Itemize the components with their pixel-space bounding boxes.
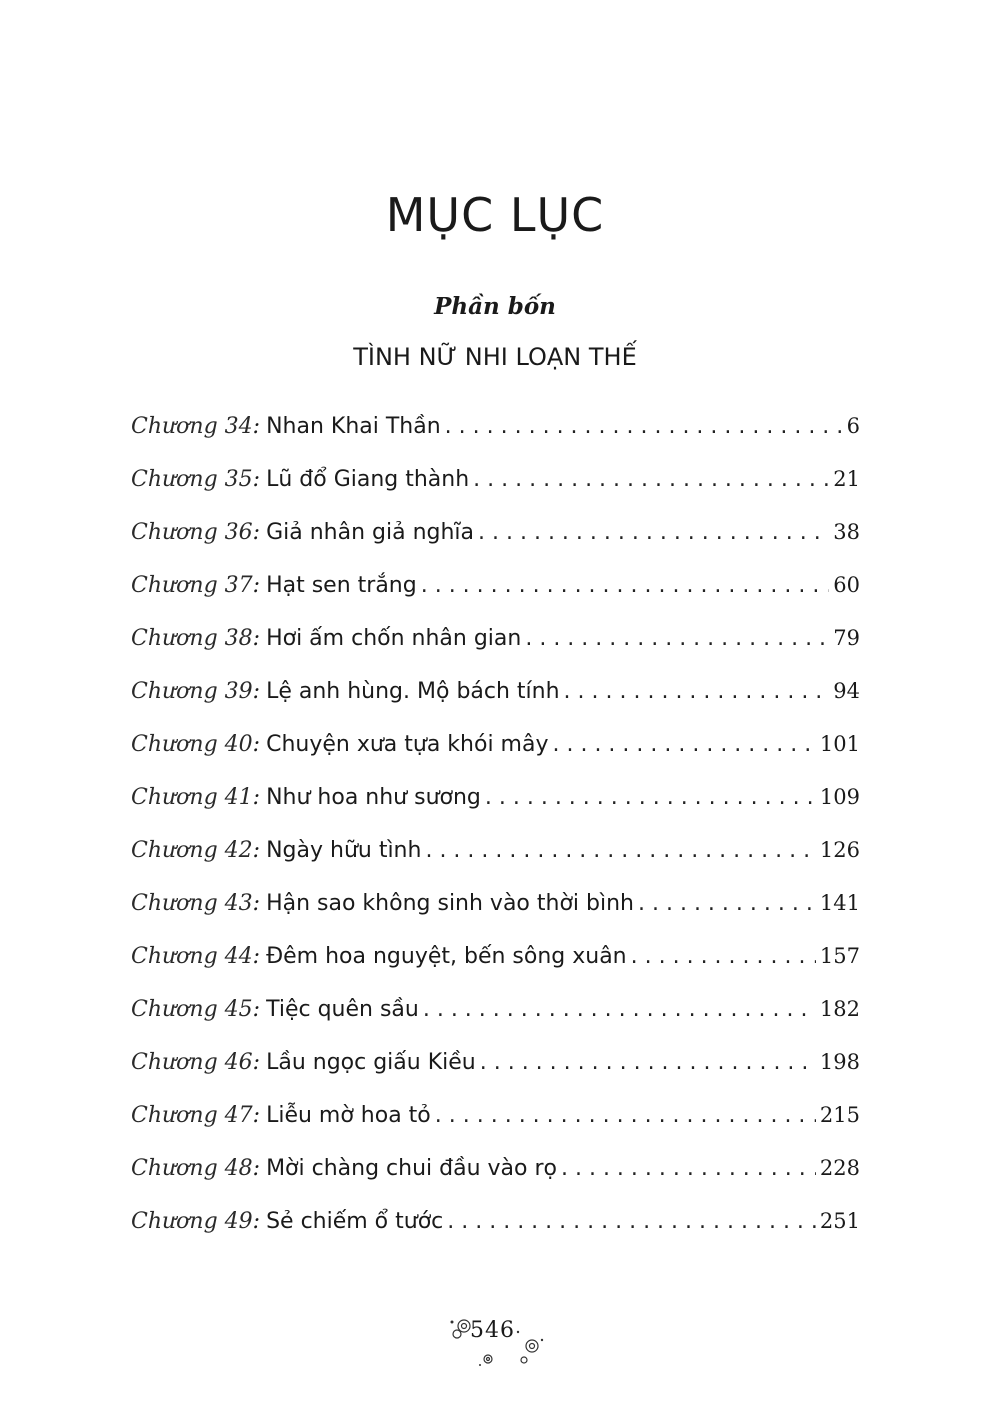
- toc-chapter-label: Chương 34: [131, 414, 253, 439]
- toc-dot-leader: [552, 732, 815, 757]
- toc-chapter-label: Chương 37: [131, 573, 253, 598]
- toc-dot-leader: [425, 838, 815, 863]
- toc-page-number: 109: [819, 785, 860, 809]
- toc-dot-leader: [480, 1050, 816, 1075]
- part-label: Phần bốn: [434, 293, 556, 320]
- toc-entry: [131, 679, 860, 732]
- toc-chapter-label: Chương 47: [131, 1103, 253, 1128]
- toc-separator: :: [252, 1103, 261, 1128]
- toc-chapter-name: Lệ anh hùng. Mộ bách tính: [266, 679, 560, 704]
- toc-dot-leader: [631, 944, 816, 969]
- toc-chapter-label: Chương 42: [131, 838, 253, 863]
- toc-separator: :: [252, 732, 261, 757]
- toc-separator: :: [252, 1209, 261, 1234]
- toc-chapter-label: Chương 45: [131, 997, 253, 1022]
- toc-page-number: 101: [819, 732, 860, 756]
- toc-page-number: 198: [819, 1050, 860, 1074]
- toc-separator: :: [252, 944, 261, 969]
- toc-page-number: 21: [833, 467, 860, 491]
- toc-dot-leader: [421, 573, 830, 598]
- toc-entry: [131, 626, 860, 679]
- toc-chapter-name: Hận sao không sinh vào thời bình: [266, 891, 634, 916]
- toc-dot-leader: [478, 520, 829, 545]
- toc-dot-leader: [447, 1209, 816, 1234]
- table-of-contents: [131, 414, 860, 1262]
- toc-chapter-label: Chương 38: [131, 626, 253, 651]
- toc-separator: :: [252, 785, 261, 810]
- toc-page-number: 60: [833, 573, 860, 597]
- toc-separator: :: [252, 997, 261, 1022]
- toc-entry: [131, 1156, 860, 1209]
- toc-page-number: 141: [819, 891, 860, 915]
- toc-chapter-name: Giả nhân giả nghĩa: [266, 520, 475, 545]
- toc-chapter-name: Hạt sen trắng: [266, 573, 417, 598]
- toc-separator: :: [252, 679, 261, 704]
- toc-separator: :: [252, 414, 261, 439]
- page-title: MỤC LỤC: [385, 188, 605, 242]
- toc-chapter-name: Lũ đổ Giang thành: [266, 467, 470, 492]
- toc-entry: [131, 1050, 860, 1103]
- toc-separator: :: [252, 573, 261, 598]
- toc-separator: :: [252, 1050, 261, 1075]
- toc-page-number: 38: [833, 520, 860, 544]
- toc-separator: :: [252, 520, 261, 545]
- toc-chapter-label: Chương 44: [131, 944, 253, 969]
- toc-page-number: 251: [819, 1209, 860, 1233]
- toc-dot-leader: [638, 891, 816, 916]
- toc-entry: [131, 838, 860, 891]
- part-title: TÌNH NỮ NHI LOẠN THẾ: [353, 343, 637, 371]
- toc-dot-leader: [485, 785, 816, 810]
- toc-entry: [131, 732, 860, 785]
- toc-chapter-name: Nhan Khai Thần: [266, 414, 441, 439]
- toc-chapter-label: Chương 40: [131, 732, 253, 757]
- page-footer: [440, 1310, 550, 1370]
- toc-dot-leader: [435, 1103, 816, 1128]
- toc-entry: [131, 1103, 860, 1156]
- toc-dot-leader: [445, 414, 843, 439]
- toc-entry: [131, 891, 860, 944]
- toc-page-number: 182: [819, 997, 860, 1021]
- toc-separator: :: [252, 1156, 261, 1181]
- toc-page-number: 79: [833, 626, 860, 650]
- toc-chapter-name: Tiệc quên sầu: [266, 997, 419, 1022]
- toc-page-number: 94: [833, 679, 860, 703]
- toc-page-number: 228: [819, 1156, 860, 1180]
- toc-chapter-name: Hơi ấm chốn nhân gian: [266, 626, 522, 651]
- toc-chapter-label: Chương 41: [131, 785, 253, 810]
- toc-page-number: 126: [819, 838, 860, 862]
- toc-dot-leader: [561, 1156, 816, 1181]
- toc-chapter-name: Lầu ngọc giấu Kiều: [266, 1050, 476, 1075]
- toc-dot-leader: [423, 997, 816, 1022]
- toc-chapter-name: Mời chàng chui đầu vào rọ: [266, 1156, 557, 1181]
- toc-chapter-name: Liễu mờ hoa tỏ: [266, 1103, 431, 1128]
- toc-dot-leader: [564, 679, 830, 704]
- toc-entry: [131, 467, 860, 520]
- toc-chapter-label: Chương 46: [131, 1050, 253, 1075]
- page-number: 546: [470, 1318, 515, 1343]
- toc-chapter-name: Đêm hoa nguyệt, bến sông xuân: [266, 944, 627, 969]
- toc-chapter-label: Chương 36: [131, 520, 253, 545]
- toc-entry: [131, 785, 860, 838]
- toc-page-number: 215: [819, 1103, 860, 1127]
- toc-chapter-name: Như hoa như sương: [266, 785, 481, 810]
- toc-chapter-name: Chuyện xưa tựa khói mây: [266, 732, 549, 757]
- toc-page-number: 157: [819, 944, 860, 968]
- toc-entry: [131, 1209, 860, 1262]
- toc-separator: :: [252, 467, 261, 492]
- toc-entry: [131, 573, 860, 626]
- toc-chapter-name: Ngày hữu tình: [266, 838, 422, 863]
- toc-entry: [131, 520, 860, 573]
- toc-separator: :: [252, 838, 261, 863]
- toc-entry: [131, 944, 860, 997]
- toc-dot-leader: [473, 467, 829, 492]
- toc-chapter-label: Chương 39: [131, 679, 253, 704]
- toc-chapter-label: Chương 35: [131, 467, 253, 492]
- toc-separator: :: [252, 891, 261, 916]
- toc-chapter-label: Chương 43: [131, 891, 253, 916]
- toc-chapter-name: Sẻ chiếm ổ tước: [266, 1209, 444, 1234]
- toc-separator: :: [252, 626, 261, 651]
- toc-chapter-label: Chương 48: [131, 1156, 253, 1181]
- toc-page-number: 6: [846, 414, 860, 438]
- toc-dot-leader: [525, 626, 829, 651]
- toc-entry: [131, 997, 860, 1050]
- toc-chapter-label: Chương 49: [131, 1209, 253, 1234]
- toc-entry: [131, 414, 860, 467]
